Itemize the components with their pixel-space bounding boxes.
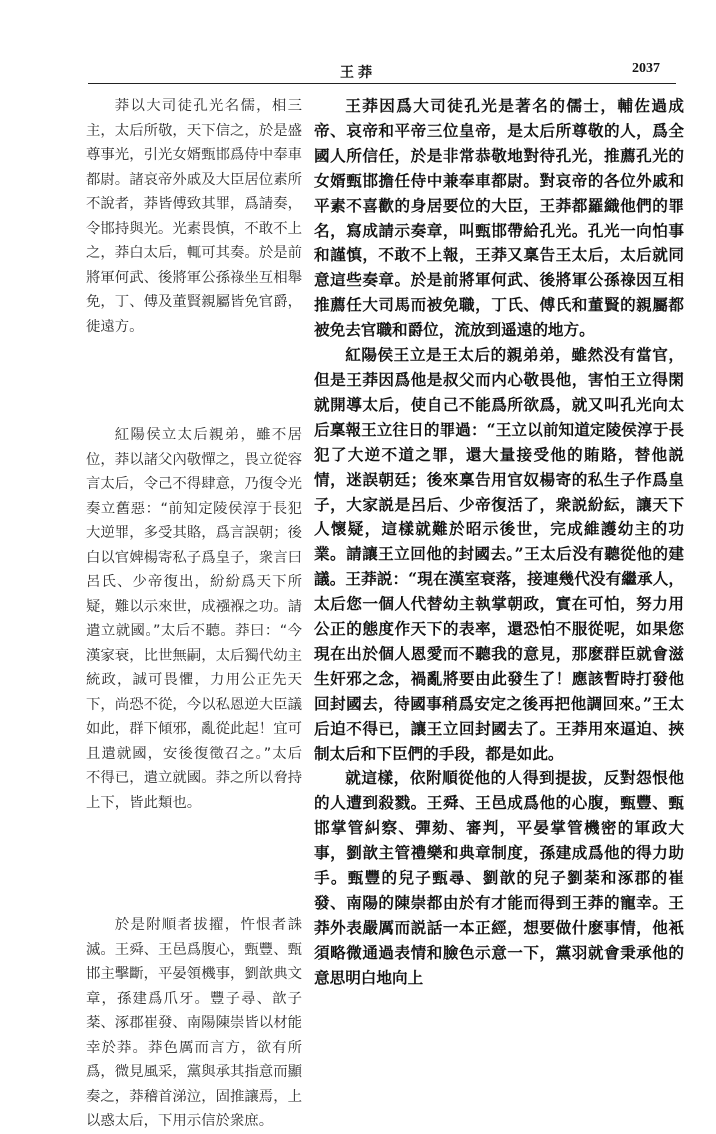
translation-paragraph: 王莽因爲大司徒孔光是著名的儒士，輔佐過成帝、哀帝和平帝三位皇帝，是太后所尊敬的人，爲全國人所信任，於是非常恭敬地對待孔光，推薦孔光的女婿甄邯擔任侍中兼奉車都尉。對哀帝的各位外戚和平素不喜歡的身居要位的大臣，王莽都羅織他們的罪名，寫成請示奏章，叫甄邯帶給孔光。孔光一向怕事和謹慎，不敢不上報，王莽又稟告王太后，太后就同意這些奏章。於是前將軍何武、後將軍公孫祿因互相推薦任大司馬而被免職，丁氏、傅氏和董賢的親屬都被免去官職和爵位，流放到遥遠的地方。 [314, 96, 684, 340]
original-paragraph: 莽以大司徒孔光名儒，相三主，太后所敬，天下信之，於是盛尊事光，引光女婿甄邯爲侍中奉車都尉。諸哀帝外戚及大臣居位素所不說者，莽皆傅致其罪，爲請奏，令邯持與光。光素畏慎，不敢不上之，莽白太后，輒可其奏。於是前將軍何武、後將軍公孫祿坐互相舉免，丁、傅及董賢親屬皆免官爵，徙遠方。 [86, 98, 302, 335]
original-paragraph: 於是附順者拔擢，忤恨者誅滅。王舜、王邑爲腹心，甄豐、甄邯主擊斷，平晏領機事，劉歆典文章，孫建爲爪牙。豐子尋、歆子棻、涿郡崔發、南陽陳崇皆以材能幸於莽。莽色厲而言方，欲有所爲，微見風采，黨與承其指意而顯奏之，莽稽首涕泣，固推讓焉，上以惑太后，下用示信於衆庶。 [86, 917, 302, 1129]
running-title: 王莽 [340, 65, 376, 81]
header-rule [88, 83, 676, 84]
translation-paragraph: 紅陽侯王立是王太后的親弟弟，雖然没有當官，但是王莽因爲他是叔父而内心敬畏他，害怕王立得閑就開導太后，使自己不能爲所欲爲，就又叫孔光向太后稟報王立往日的罪過：“王立以前知道定陵侯淳于長犯了大逆不道之罪，還大量接受他的賄賂，替他説情，迷誤朝廷；後來稟告用官奴楊寄的私生子作爲皇子，大家説是呂后、少帝復活了，衆説紛紜，讓天下人懷疑，這樣就難於昭示後世，完成維護幼主的功業。請讓王立回他的封國去。”王太后没有聽從他的建議。王莽説：“現在漢室衰落，接連幾代没有繼承人，太后您一個人代替幼主執掌朝政，實在可怕，努力用公正的態度作天下的表率，還恐怕不服從呢，如果您現在出於個人恩愛而不聽我的意見，那麽群臣就會滋生奸邪之念，禍亂將要由此發生了！應該暫時打發他回封國去，待國事稍爲安定之後再把他調回來。”王太后迫不得已，讓王立回封國去了。王莽用來逼迫、挾制太后和下臣們的手段，都是如此。 [314, 345, 684, 763]
original-paragraph: 紅陽侯立太后親弟，雖不居位，莽以諸父內敬憚之，畏立從容言太后，令己不得肆意，乃復令光奏立舊惡：“前知定陵侯淳于長犯大逆罪，多受其賂，爲言誤朝；後白以官婢楊寄私子爲皇子，衆言曰呂氏、少帝復出，紛紛爲天下所疑，難以示來世，成襁褓之功。請遣立就國。”太后不聽。莽曰：“今漢家衰，比世無嗣，太后獨代幼主統政，誠可畏懼，力用公正先天下，尚恐不從，今以私恩逆大臣議如此，群下傾邪，亂從此起！宜可且遣就國，安後復徵召之。”太后不得已，遣立就國。莽之所以脅持上下，皆此類也。 [86, 427, 302, 811]
original-text-column [86, 94, 302, 1134]
page-number: 2037 [632, 61, 660, 76]
translation-paragraph: 就這樣，依附順從他的人得到提拔，反對怨恨他的人遭到殺戮。王舜、王邑成爲他的心腹，甄豐、甄邯掌管糾察、彈劾、審判，平晏掌管機密的軍政大事，劉歆主管禮樂和典章制度，孫建成爲他的得力助手。甄豐的兒子甄尋、劉歆的兒子劉棻和涿郡的崔發、南陽的陳崇都由於有才能而得到王莽的寵幸。王莽外表嚴厲而説話一本正經，想要做什麽事情，他衹須略微通過表情和臉色示意一下，黨羽就會秉承他的意思明白地向上 [314, 768, 684, 987]
translation-column [314, 94, 684, 991]
